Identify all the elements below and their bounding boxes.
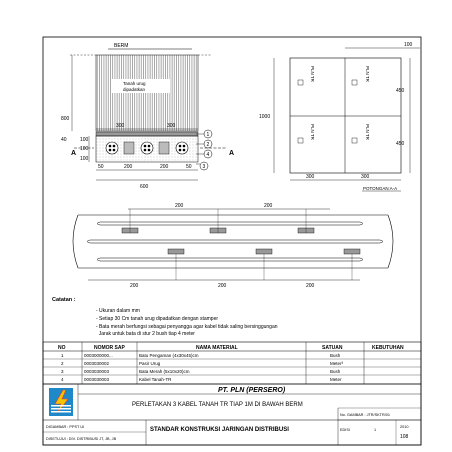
col-material: NAMA MATERIAL: [196, 345, 238, 351]
row4-sap: 0003030003: [84, 377, 110, 382]
dim-800: 800: [61, 116, 70, 122]
standard-title: STANDAR KONSTRUKSI JARINGAN DISTRIBUSI: [150, 427, 289, 433]
title-block: [43, 384, 421, 445]
dim-40: 40: [61, 137, 67, 143]
row4-material: Kabel Tanah-TR: [139, 377, 172, 382]
table-row: [61, 377, 342, 382]
dim-100-top: 100: [404, 42, 413, 48]
note-3: - Bata merah berfungsi sebagai penyangga agar kabel tidak saling bersinggungan: [96, 324, 278, 330]
berm-label: BERM: [114, 43, 129, 49]
callouts: [196, 130, 212, 170]
dim-100-a: 100: [80, 137, 89, 143]
dim-300-top: 300: [116, 123, 125, 129]
panel-label-1: PLN TR: [310, 66, 315, 82]
drawing-number: No. GAMBAR : JTR/SKTR/01: [340, 413, 391, 417]
row1-no: 1: [61, 353, 64, 358]
pln-logo-icon: [49, 388, 73, 416]
dim-100-b: 100: [80, 146, 89, 152]
col-need: KEBUTUHAN: [372, 345, 404, 351]
callout-1: 1: [206, 132, 210, 138]
plan-dim-bottom-1: 200: [130, 283, 139, 289]
row1-unit: Bush: [330, 353, 341, 358]
plan-dim-top-1: 200: [175, 203, 184, 209]
dim-600: 600: [140, 184, 149, 190]
row2-material: Pasir Urug: [139, 361, 161, 366]
row2-unit: Meter³: [330, 361, 344, 366]
note-1: - Ukuran dalam mm: [96, 308, 140, 314]
callout-3: 3: [202, 164, 206, 170]
row3-unit: Bush: [330, 369, 341, 374]
panel-label-3: PLN TR: [310, 124, 315, 140]
callout-4: 4: [206, 152, 210, 158]
table-row: [61, 361, 344, 366]
drawing-title: PERLETAKAN 3 KABEL TANAH TR TIAP 1M DI BAWAH BERM: [132, 402, 303, 408]
company-name: PT. PLN (PERSERO): [218, 387, 286, 394]
table-row: [61, 353, 341, 358]
sheet-number: 108: [400, 434, 409, 440]
dim-300-left: 300: [306, 174, 315, 180]
col-no: NO: [58, 345, 66, 351]
section-title: POTONGAN A-A: [363, 186, 398, 191]
row2-sap: 0003030002: [84, 361, 110, 366]
row3-material: Bata Merah (5x10x20)cm: [139, 369, 190, 374]
plan-dim-bottom-3: 200: [306, 283, 315, 289]
year: 2010: [400, 425, 409, 429]
section-marker-right: A: [229, 150, 235, 157]
dim-50-right: 50: [186, 164, 192, 170]
col-unit: SATUAN: [322, 345, 343, 351]
row2-no: 2: [61, 361, 64, 366]
note-2: - Setiap 30 Cm tanah urug dipadatkan dengan stamper: [96, 316, 219, 322]
dim-300-right: 300: [361, 174, 370, 180]
col-sap: NOMOR SAP: [94, 345, 125, 351]
drawn-by: DIGAMBAR : PPST UI: [46, 425, 85, 429]
dim-50-left: 50: [98, 164, 104, 170]
edition-value: 1: [374, 428, 377, 432]
dim-450-top: 450: [396, 88, 405, 94]
dim-100-c: 100: [80, 156, 89, 162]
fill-label-line1: Tanah urug: [123, 81, 146, 86]
dim-450-bottom: 450: [396, 141, 405, 147]
safety-cover: [96, 132, 198, 136]
table-row: [61, 369, 341, 374]
row1-material: Batu Pengaman (4x30x45)cm: [139, 353, 199, 358]
section-box: [290, 58, 401, 173]
approved-by: DISETUJUI : DIV. DISTRIBUSI JT, JB, JB: [46, 437, 117, 441]
row4-unit: Meter: [330, 377, 342, 382]
dim-200-b: 200: [160, 164, 169, 170]
dim-1000: 1000: [259, 114, 271, 120]
section-aa: [259, 42, 420, 191]
row4-no: 4: [61, 377, 64, 382]
notes-heading: Catatan :: [52, 297, 76, 303]
plan-dim-bottom-2: 200: [218, 283, 227, 289]
row3-no: 3: [61, 369, 64, 374]
edition-label: EDISI: [340, 428, 350, 432]
dim-200-a: 200: [124, 164, 133, 170]
note-4: Jarak untuk bata di stur 2 bush tiap 4 meter: [96, 331, 195, 337]
cable-trench-section: [61, 43, 234, 190]
row1-sap: 0003000000...: [84, 353, 113, 358]
dim-300-top-right: 300: [167, 123, 176, 129]
panel-label-2: PLN TR: [365, 66, 370, 82]
plan-dim-top-2: 200: [264, 203, 273, 209]
plan-view: [73, 203, 393, 289]
fill-label-line2: dipadatkan: [123, 87, 146, 92]
notes: [52, 297, 278, 337]
callout-2: 2: [206, 142, 210, 148]
row3-sap: 0003030003: [84, 369, 110, 374]
section-marker-left: A: [71, 150, 77, 157]
material-table: [43, 342, 421, 384]
panel-label-4: PLN TR: [365, 124, 370, 140]
